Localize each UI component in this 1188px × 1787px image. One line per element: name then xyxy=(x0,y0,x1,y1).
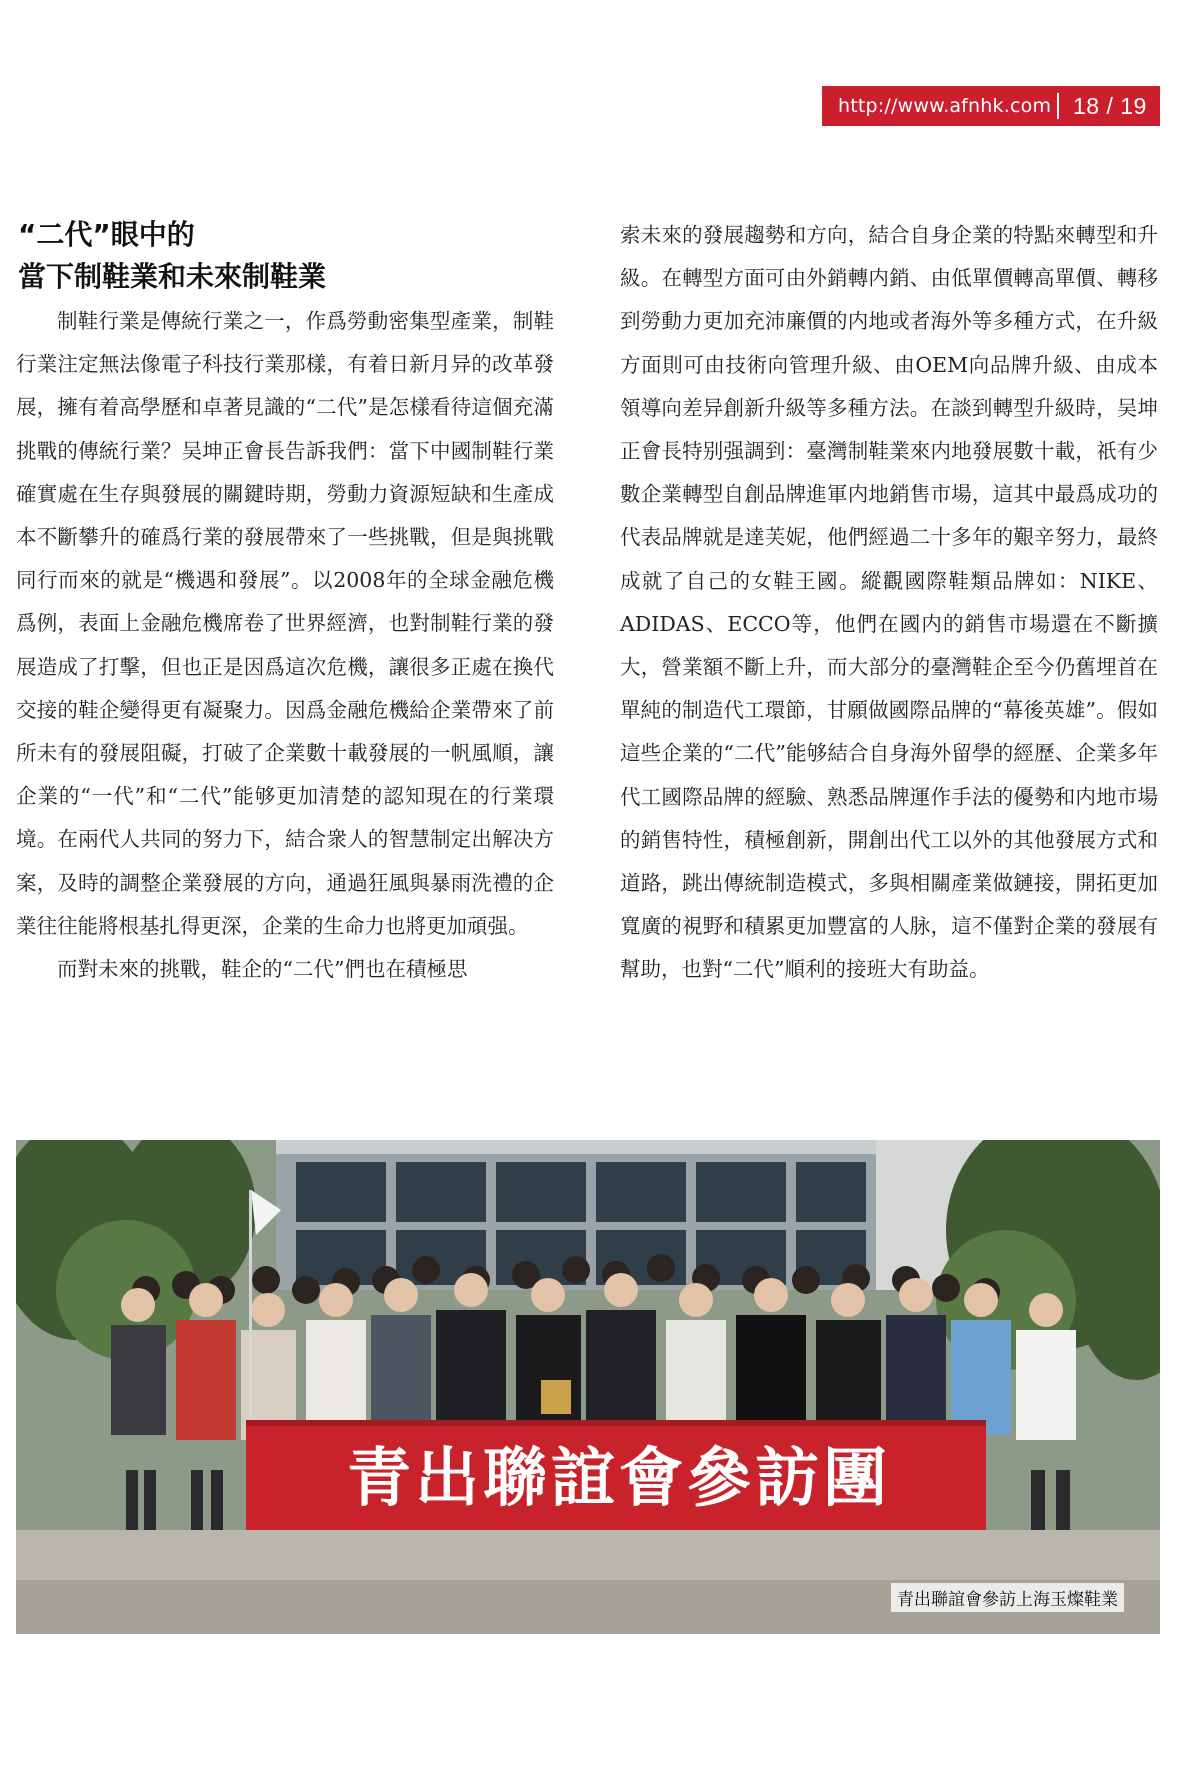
left-paragraph-1: 制鞋行業是傳統行業之一，作爲勞動密集型產業，制鞋行業注定無法像電子科技行業那樣，有着日新月异的改革發展，擁有着高學歷和卓著見識的“二代”是怎樣看待這個充滿挑戰的傳統行業？吴坤正會長告訴我們：當下中國制鞋行業確實處在生存與發展的關鍵時期，勞動力資源短缺和生產成本不斷攀升的確爲行業的發展帶來了一些挑戰，但是與挑戰同行而來的就是“機遇和發展”。以2008年的全球金融危機爲例，表面上金融危機席卷了世界經濟，也對制鞋行業的發展造成了打擊，但也正是因爲這次危機，讓很多正處在換代交接的鞋企變得更有凝聚力。因爲金融危機給企業帶來了前所未有的發展阻礙，打破了企業數十載發展的一帆風順，讓企業的“一代”和“二代”能够更加清楚的認知現在的行業環境。在兩代人共同的努力下，結合衆人的智慧制定出解决方案，及時的調整企業發展的方向，通過狂風與暴雨洗禮的企業往往能將根基扎得更深，企業的生命力也將更加頑强。 xyxy=(16,309,554,938)
banner-text: 青出聯誼會參訪團 xyxy=(347,1441,891,1516)
group-photo xyxy=(16,1140,1160,1634)
photo-caption: 青出聯誼會參訪上海玉燦鞋業 xyxy=(891,1583,1124,1612)
article-column-left xyxy=(16,300,554,991)
left-paragraph-2: 而對未來的挑戰，鞋企的“二代”們也在積極思 xyxy=(57,957,468,982)
headline-line-2: 當下制鞋業和未來制鞋業 xyxy=(18,260,327,293)
article-column-right xyxy=(620,214,1158,992)
website-url[interactable]: http://www.afnhk.com xyxy=(838,95,1052,117)
group-photo-illustration xyxy=(16,1140,1160,1634)
page-number: 18 / 19 xyxy=(1073,92,1147,119)
headline-line-1: “二代”眼中的 xyxy=(18,218,195,251)
right-paragraph: 索未來的發展趨勢和方向，結合自身企業的特點來轉型和升級。在轉型方面可由外銷轉内銷、由低單價轉高單價、轉移到勞動力更加充沛廉價的内地或者海外等多種方式，在升級方面則可由技術向管理升級、由OEM向品牌升級、由成本領導向差异創新升級等多種方法。在談到轉型升級時，吴坤正會長特别强調到：臺灣制鞋業來内地發展數十載，祇有少數企業轉型自創品牌進軍内地銷售市場，這其中最爲成功的代表品牌就是達芙妮，他們經過二十多年的艱辛努力，最終成就了自己的女鞋王國。縱觀國際鞋類品牌如：NIKE、ADIDAS、ECCO等，他們在國内的銷售市場還在不斷擴大，營業額不斷上升，而大部分的臺灣鞋企至今仍舊埋首在單純的制造代工環節，甘願做國際品牌的“幕後英雄”。假如這些企業的“二代”能够結合自身海外留學的經歷、企業多年代工國際品牌的經驗、熟悉品牌運作手法的優勢和内地市場的銷售特性，積極創新，開創出代工以外的其他發展方式和道路，跳出傳統制造模式，多與相關產業做鏈接，開拓更加寬廣的視野和積累更加豐富的人脉，這不僅對企業的發展有幫助，也對“二代”順利的接班大有助益。 xyxy=(620,223,1158,982)
article-headline xyxy=(18,214,558,298)
header-divider xyxy=(1057,93,1059,119)
header-bar xyxy=(822,86,1160,126)
